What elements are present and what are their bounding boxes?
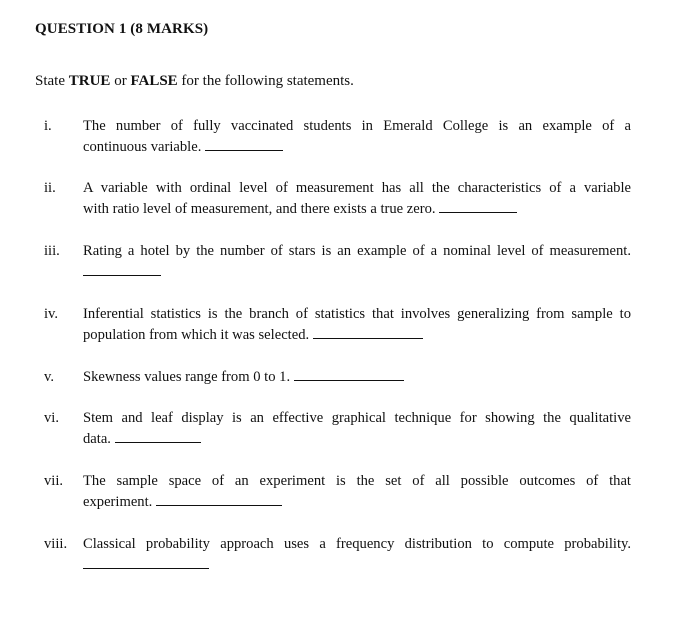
statement-line-2: experiment. — [83, 494, 153, 510]
answer-blank[interactable] — [83, 556, 209, 569]
statement-number: iv. — [44, 306, 59, 322]
answer-blank[interactable] — [313, 326, 423, 339]
answer-blank[interactable] — [294, 368, 404, 381]
statement-number: iii. — [44, 243, 60, 259]
statement-line-1: Classical probability approach uses a frequency distribution to compute probability. — [83, 536, 631, 552]
statement-text — [83, 408, 631, 450]
statement-line-2: data. — [83, 431, 111, 447]
statement-text — [83, 241, 631, 283]
answer-blank[interactable] — [156, 493, 282, 506]
statement-line-1: Skewness values range from 0 to 1. — [83, 369, 291, 385]
answer-blank[interactable] — [83, 263, 161, 276]
instruction-text — [35, 73, 354, 90]
statement-line-1: A variable with ordinal level of measurement has all the characteristics of a variable — [83, 180, 631, 196]
instruction-middle: or — [110, 73, 131, 89]
statement-line-2: continuous variable. — [83, 139, 202, 155]
instruction-false-word: FALSE — [130, 73, 178, 89]
statement-text — [83, 304, 631, 346]
statement-text — [83, 367, 631, 388]
statement-text — [83, 471, 631, 513]
statement-number: ii. — [44, 180, 56, 196]
answer-blank[interactable] — [205, 138, 283, 151]
answer-blank[interactable] — [439, 200, 517, 213]
statement-line-1: Inferential statistics is the branch of statistics that involves generalizing from sample to — [83, 306, 631, 322]
statement-number: vii. — [44, 473, 64, 489]
statement-text — [83, 534, 631, 576]
statement-line-2: population from which it was selected. — [83, 327, 310, 343]
statement-text — [83, 116, 631, 158]
statement-number: v. — [44, 369, 54, 385]
statement-line-1: Stem and leaf display is an effective graphical technique for showing the qualitative — [83, 410, 631, 426]
statement-line-1: The sample space of an experiment is the set of all possible outcomes of that — [83, 473, 631, 489]
question-heading: QUESTION 1 (8 MARKS) — [35, 21, 209, 37]
statement-line-1: Rating a hotel by the number of stars is an example of a nominal level of measurement. — [83, 243, 631, 259]
statement-text — [83, 178, 631, 220]
statement-number: vi. — [44, 410, 59, 426]
instruction-suffix: for the following statements. — [177, 73, 354, 89]
statement-number: i. — [44, 118, 52, 134]
statement-line-1: The number of fully vaccinated students in Emerald College is an example of a — [83, 118, 631, 134]
instruction-prefix: State — [35, 73, 69, 89]
answer-blank[interactable] — [115, 430, 201, 443]
instruction-true-word: TRUE — [68, 73, 111, 89]
statement-line-2: with ratio level of measurement, and there exists a true zero. — [83, 201, 436, 217]
statement-number: viii. — [44, 536, 68, 552]
